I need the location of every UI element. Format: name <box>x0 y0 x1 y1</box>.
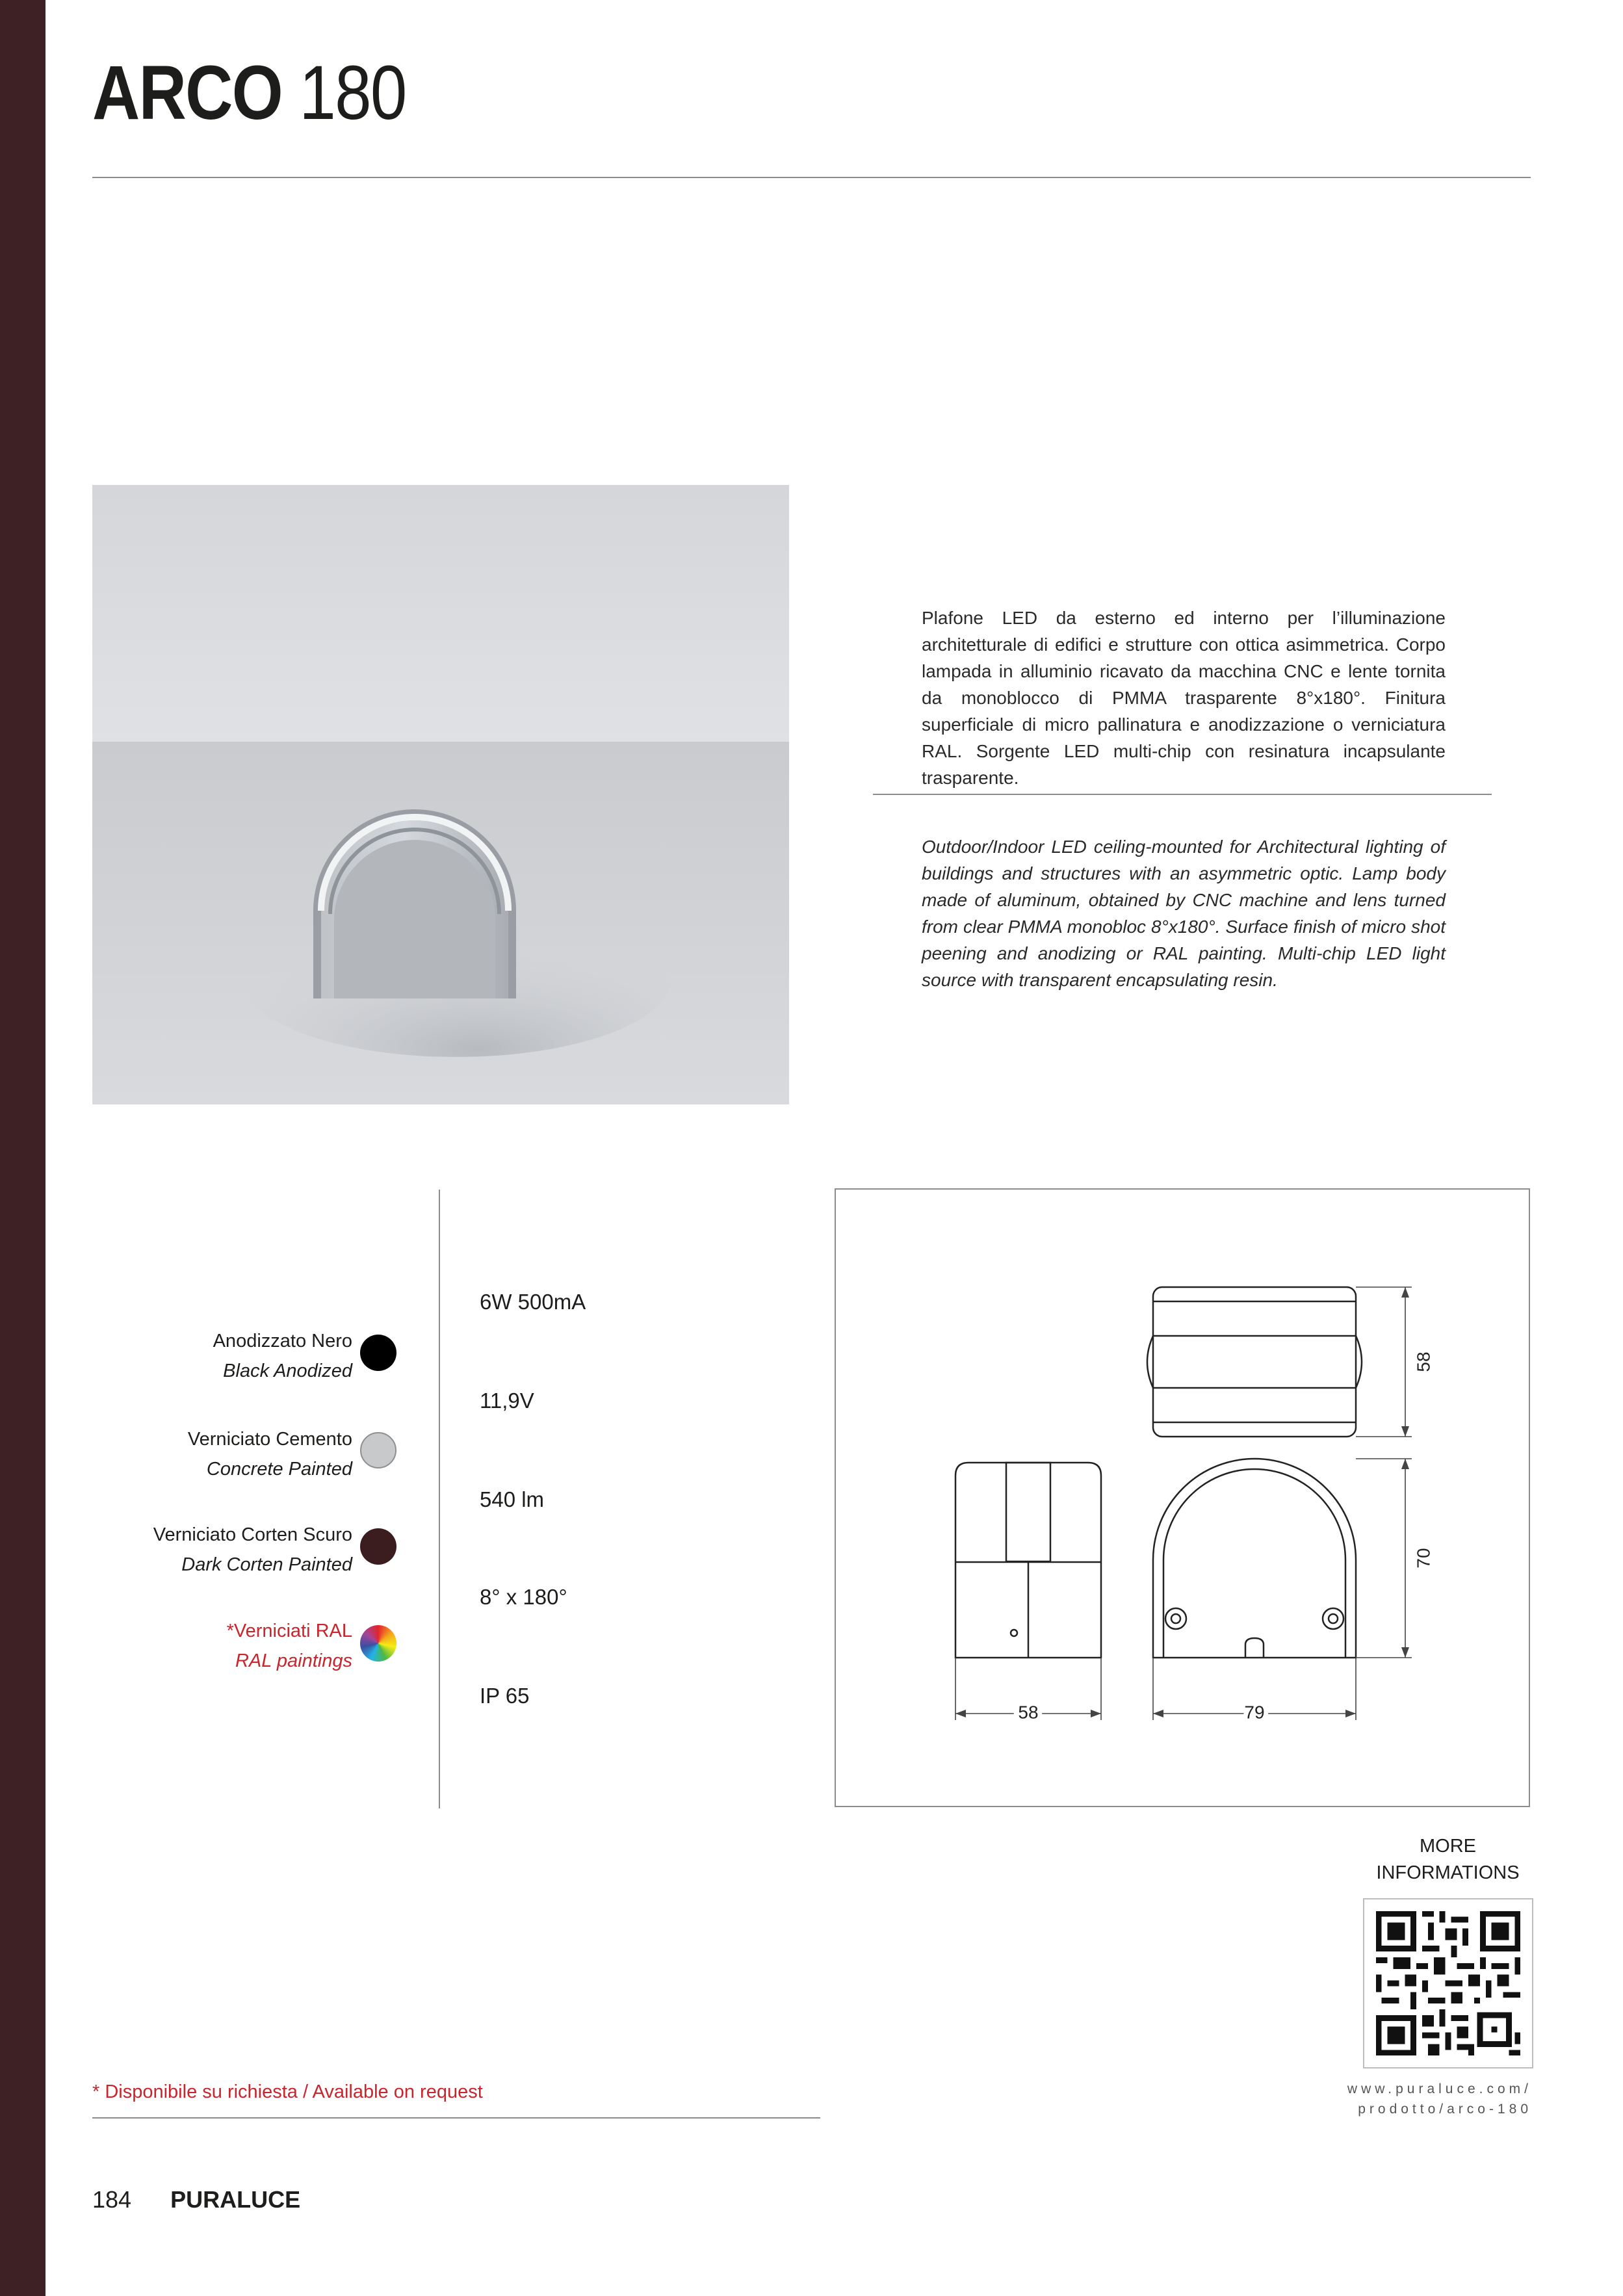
more-line-1: MORE <box>1420 1836 1476 1857</box>
swatch-black <box>360 1335 396 1371</box>
spec-voltage: 11,9V <box>480 1389 534 1413</box>
page-number: 184 <box>92 2186 132 2213</box>
finish-corten-it: Verniciato Corten Scuro <box>153 1524 352 1545</box>
availability-note: * Disponibile su richiesta / Available on request <box>92 2081 483 2102</box>
swatch-corten <box>360 1528 396 1565</box>
more-informations <box>1339 1833 1557 1886</box>
spec-ip: IP 65 <box>480 1684 530 1708</box>
swatch-ral-rainbow <box>360 1625 396 1662</box>
finish-concrete-it: Verniciato Cemento <box>187 1429 352 1450</box>
finish-corten <box>153 1520 352 1580</box>
dim-top-height: 58 <box>1413 1351 1434 1372</box>
finish-ral <box>227 1616 352 1676</box>
dim-front-height: 70 <box>1413 1548 1434 1569</box>
description-italian: Plafone LED da esterno ed interno per l’illuminazione architetturale di edifici e strutture con ottica asimmetrica. Corpo lampada in alluminio ricavato da macchina CNC e lente tornita da monoblocco di PMMA trasparente 8°x180°. Finitura superficiale di micro pallinatura e anodizzazione o verniciatura RAL. Sorgente LED multi-chip con resinatura incapsulante trasparente. <box>922 608 1446 788</box>
finish-ral-en: RAL paintings <box>235 1650 352 1671</box>
url-line-2: prodotto/arco-180 <box>1358 2102 1532 2117</box>
spec-power: 6W 500mA <box>480 1290 586 1314</box>
brand-name: PURALUCE <box>170 2186 301 2213</box>
description-rule <box>873 794 1492 795</box>
finish-ral-it: *Verniciati RAL <box>226 1621 352 1641</box>
finish-concrete <box>188 1424 352 1484</box>
footer <box>92 2185 300 2214</box>
finish-black-en: Black Anodized <box>223 1361 352 1381</box>
technical-drawing <box>835 1188 1530 1807</box>
qr-code[interactable] <box>1363 1898 1533 2068</box>
note-rule <box>92 2117 820 2119</box>
sidebar-band <box>0 0 45 2296</box>
title-bold: ARCO <box>92 50 282 136</box>
product-title <box>92 51 406 135</box>
specs-divider <box>439 1190 440 1808</box>
finish-corten-en: Dark Corten Painted <box>181 1554 352 1575</box>
dim-side-width: 58 <box>1018 1702 1039 1723</box>
product-url[interactable] <box>1347 2079 1532 2119</box>
finish-black-it: Anodizzato Nero <box>213 1331 352 1351</box>
top-view <box>1153 1287 1356 1437</box>
swatch-concrete <box>360 1432 396 1468</box>
product-photo <box>92 485 789 1104</box>
finish-black <box>213 1326 352 1386</box>
title-rule <box>92 177 1531 178</box>
description-english: Outdoor/Indoor LED ceiling-mounted for Architectural lighting of buildings and structures with an asymmetric optic. Lamp body made of aluminum, obtained by CNC machine and lens turned from clear PMMA monobloc 8°x180°. Surface finish of micro shot peening and anodizing or RAL painting. Multi-chip LED light source with transparent encapsulating resin. <box>922 837 1446 990</box>
front-view <box>1153 1459 1356 1658</box>
dim-front-width: 79 <box>1244 1702 1265 1723</box>
spec-lumen: 540 lm <box>480 1487 545 1511</box>
finish-concrete-en: Concrete Painted <box>206 1459 352 1480</box>
more-line-2: INFORMATIONS <box>1376 1862 1520 1883</box>
url-line-1: www.puraluce.com/ <box>1347 2081 1532 2096</box>
title-light: 180 <box>299 50 406 136</box>
spec-beam: 8° x 180° <box>480 1585 567 1609</box>
